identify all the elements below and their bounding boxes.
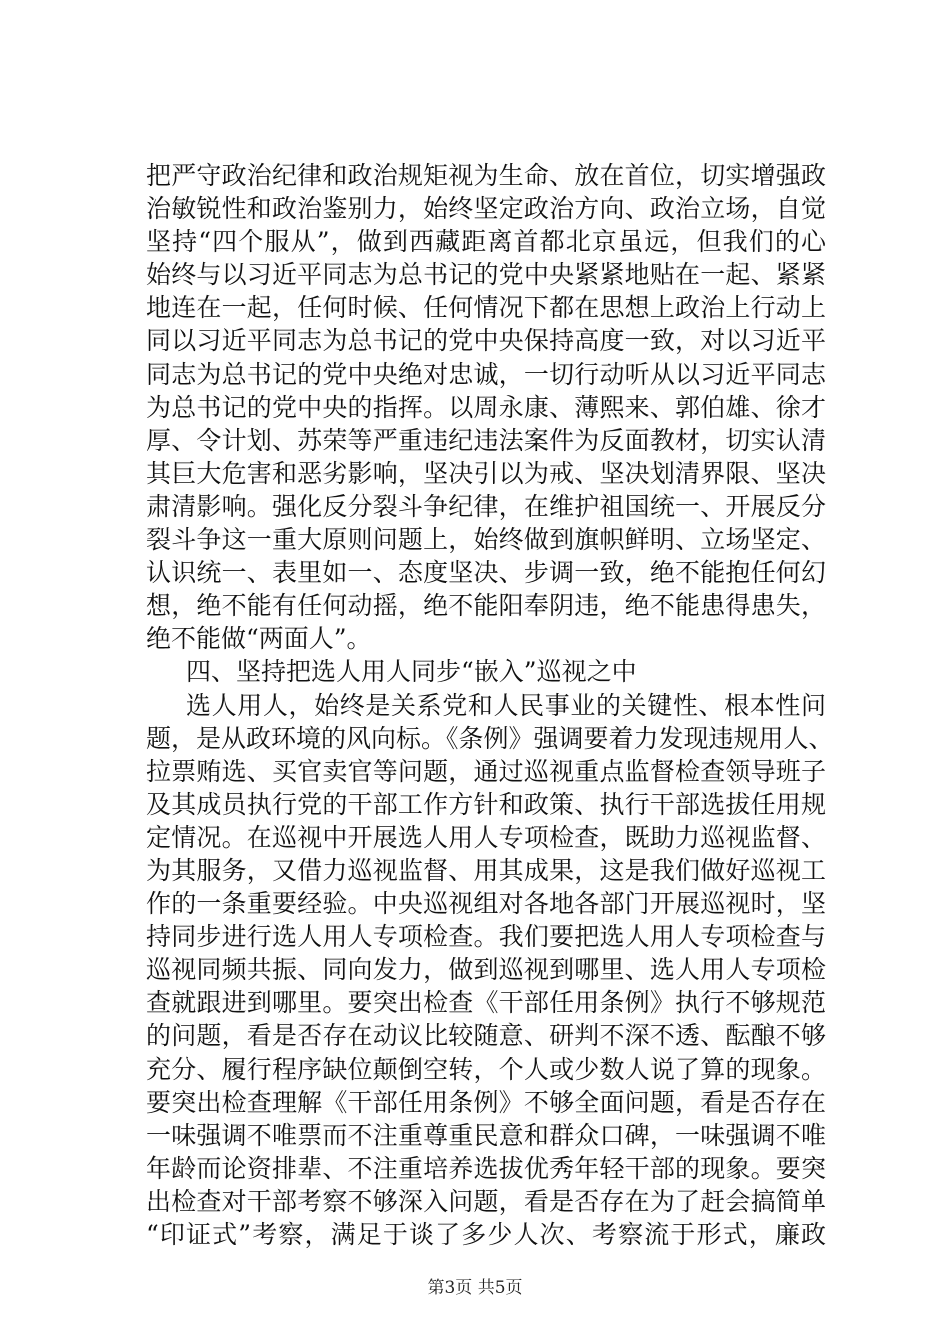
page-footer xyxy=(0,1273,950,1298)
text-line: 一味强调不唯票而不注重尊重民意和群众口碑，一味强调不唯 xyxy=(146,1120,826,1150)
text-line: 地连在一起，任何时候、任何情况下都在思想上政治上行动上 xyxy=(146,293,826,323)
text-line: 作的一条重要经验。中央巡视组对各地各部门开展巡视时，坚 xyxy=(146,889,826,919)
text-line: 拉票贿选、买官卖官等问题，通过巡视重点监督检查领导班子 xyxy=(146,756,826,786)
text-line: 想，绝不能有任何动摇，绝不能阳奉阴违，绝不能患得患失， xyxy=(146,591,826,621)
text-line: 查就跟进到哪里。要突出检查《干部任用条例》执行不够规范 xyxy=(146,988,826,1018)
text-line: 巡视同频共振、同向发力，做到巡视到哪里、选人用人专项检 xyxy=(146,955,826,985)
text-line: 题，是从政环境的风向标。《条例》强调要着力发现违规用人、 xyxy=(146,723,834,753)
text-line: 裂斗争这一重大原则问题上，始终做到旗帜鲜明、立场坚定、 xyxy=(146,525,826,555)
text-line: 年龄而论资排辈、不注重培养选拔优秀年轻干部的现象。要突 xyxy=(146,1153,826,1183)
text-line: 选人用人，始终是关系党和人民事业的关键性、根本性问 xyxy=(186,690,826,720)
section-heading-4: 四、坚持把选人用人同步“嵌入”巡视之中 xyxy=(186,657,637,687)
text-line: 坚持“四个服从”，做到西藏距离首都北京虽远，但我们的心 xyxy=(146,227,826,257)
text-line: 出检查对干部考察不够深入问题，看是否存在为了赶会搞简单 xyxy=(146,1186,826,1216)
text-line: 充分、履行程序缺位颠倒空转，个人或少数人说了算的现象。 xyxy=(146,1054,826,1084)
text-line: 同以习近平同志为总书记的党中央保持高度一致，对以习近平 xyxy=(146,326,826,356)
text-line: 同志为总书记的党中央绝对忠诚，一切行动听从以习近平同志 xyxy=(146,359,826,389)
text-line: 始终与以习近平同志为总书记的党中央紧紧地贴在一起、紧紧 xyxy=(146,260,826,290)
paragraph-1 xyxy=(146,159,826,655)
text-line: 为其服务，又借力巡视监督、用其成果，这是我们做好巡视工 xyxy=(146,855,826,885)
text-line: 其巨大危害和恶劣影响，坚决引以为戒、坚决划清界限、坚决 xyxy=(146,458,826,488)
text-line: 把严守政治纪律和政治规矩视为生命、放在首位，切实增强政 xyxy=(146,161,826,190)
document-body xyxy=(146,159,834,1251)
text-line: 认识统一、表里如一、态度坚决、步调一致，绝不能抱任何幻 xyxy=(146,558,826,588)
text-line: 肃清影响。强化反分裂斗争纪律，在维护祖国统一、开展反分 xyxy=(146,491,826,521)
text-line: 定情况。在巡视中开展选人用人专项检查，既助力巡视监督、 xyxy=(146,822,826,852)
paragraph-2 xyxy=(146,689,834,1252)
text-line: 治敏锐性和政治鉴别力，始终坚定政治方向、政治立场，自觉 xyxy=(146,194,826,224)
text-line: “印证式”考察，满足于谈了多少人次、考察流于形式，廉政 xyxy=(146,1220,826,1249)
text-line: 持同步进行选人用人专项检查。我们要把选人用人专项检查与 xyxy=(146,922,826,952)
text-line: 及其成员执行党的干部工作方针和政策、执行干部选拔任用规 xyxy=(146,789,826,819)
text-line: 为总书记的党中央的指挥。以周永康、薄熙来、郭伯雄、徐才 xyxy=(146,392,826,422)
text-line: 绝不能做“两面人”。 xyxy=(146,624,372,654)
text-line: 的问题，看是否存在动议比较随意、研判不深不透、酝酿不够 xyxy=(146,1021,826,1051)
text-line: 要突出检查理解《干部任用条例》不够全面问题，看是否存在 xyxy=(146,1087,826,1117)
text-line: 厚、令计划、苏荣等严重违纪违法案件为反面教材，切实认清 xyxy=(146,425,826,455)
page-number-label: 第3页 共5页 xyxy=(427,1278,523,1298)
